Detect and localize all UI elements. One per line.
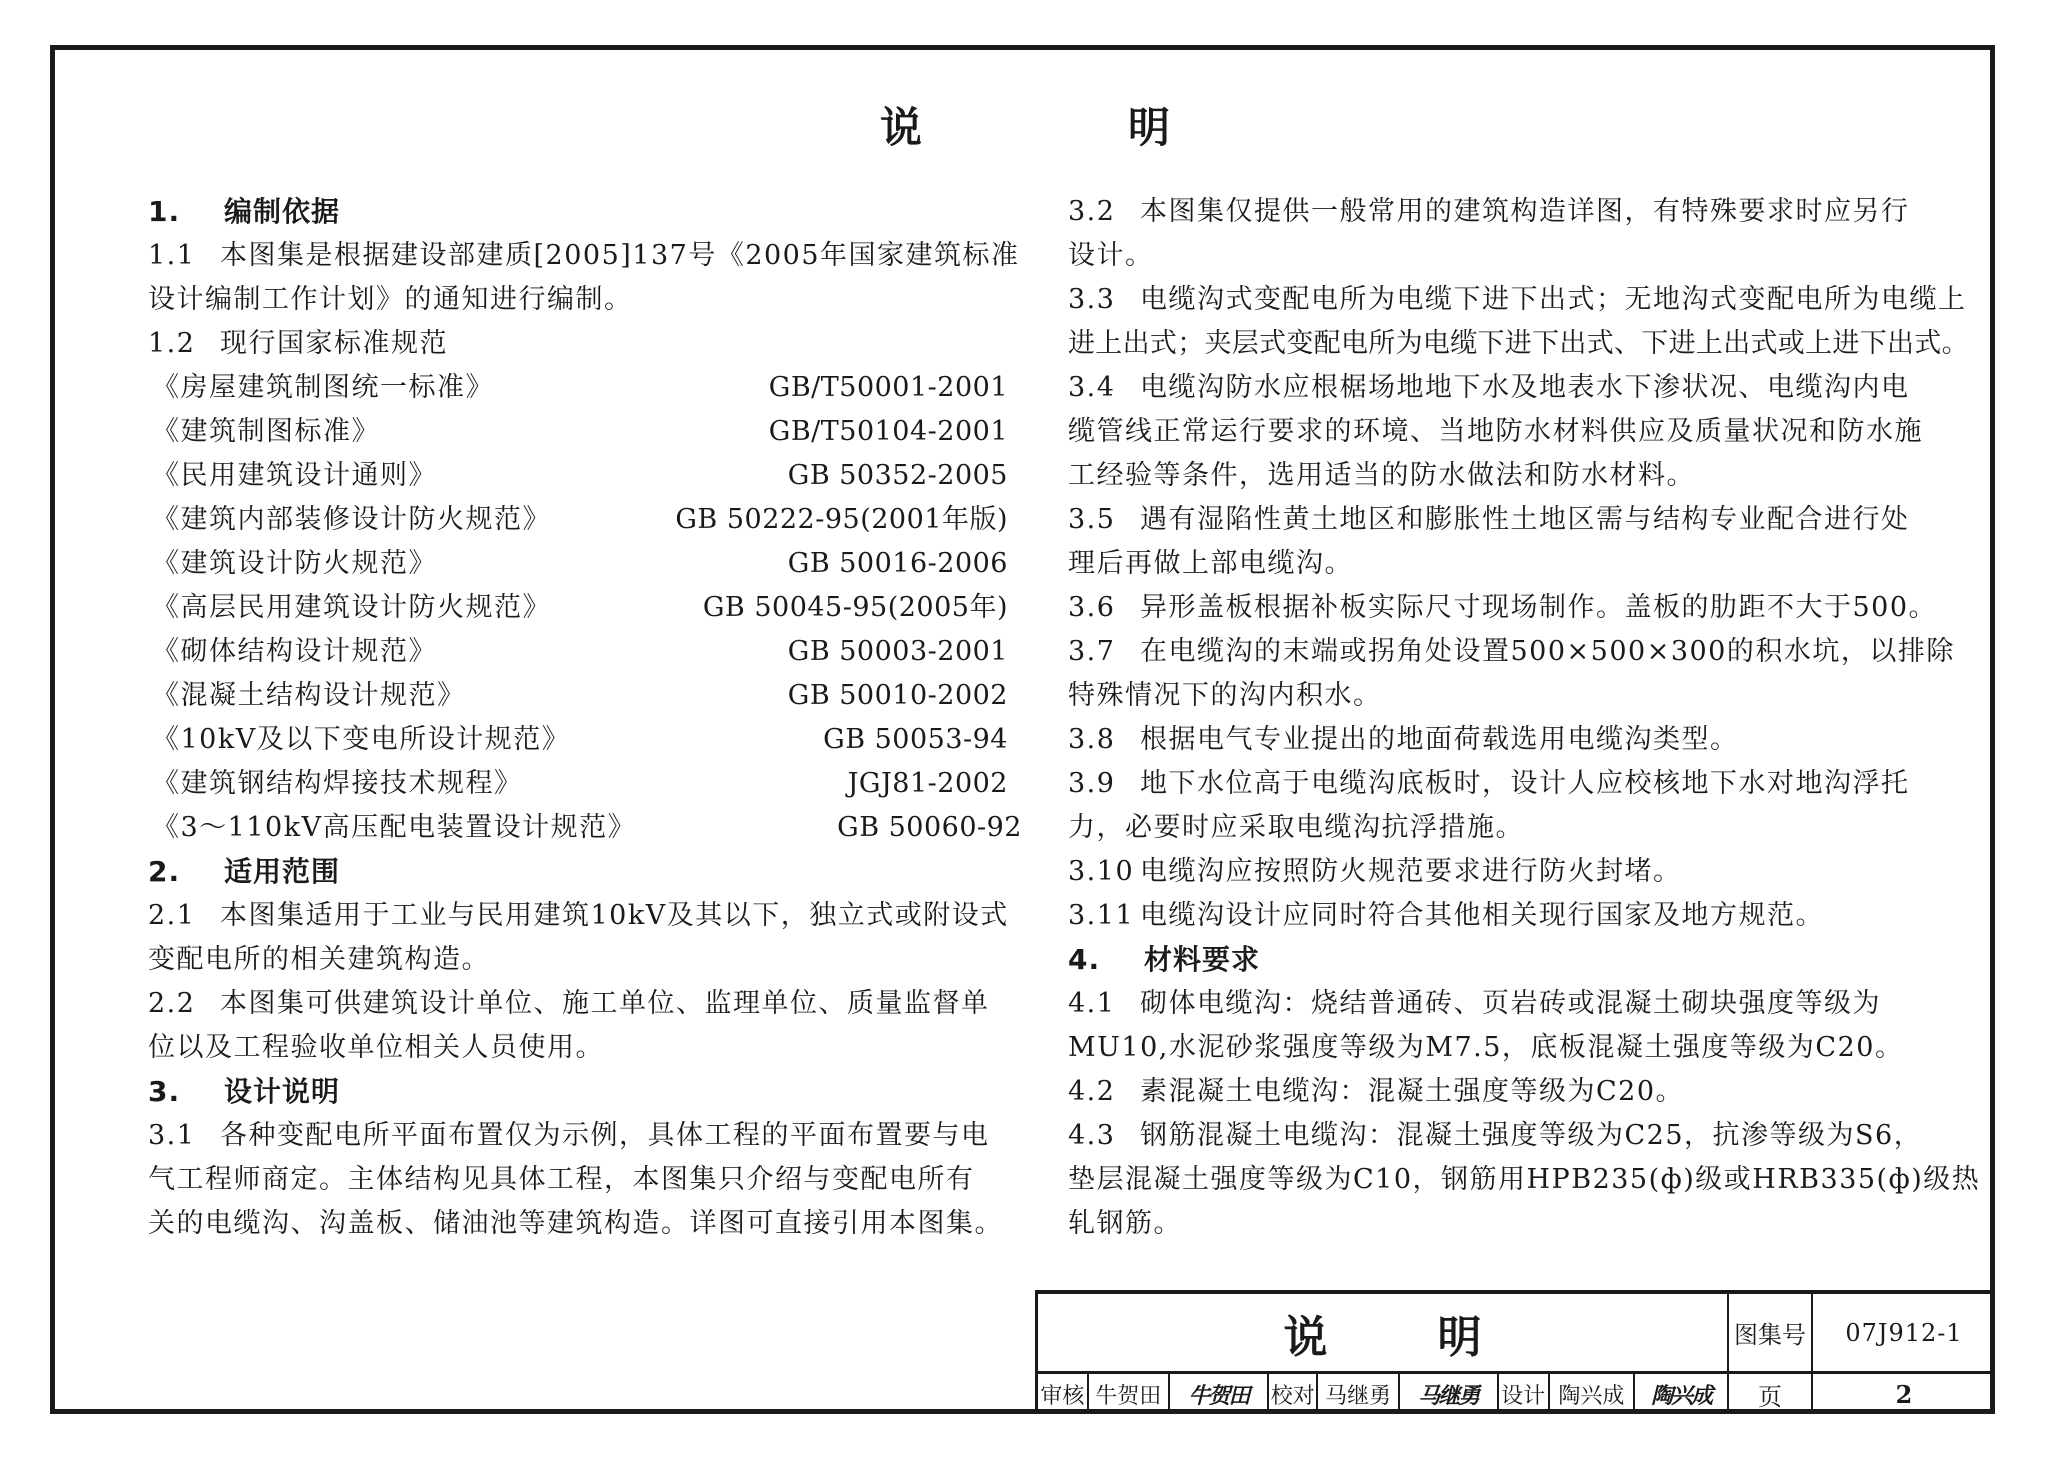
standard-item: 《高层民用建筑设计防火规范》 GB 50045-95(2005年) [152, 592, 1008, 623]
para-3-9-cont: 力，必要时应采取电缆沟抗浮措施。 [1068, 812, 1524, 843]
review-label: 审核 [1038, 1374, 1089, 1414]
standard-item: 《民用建筑设计通则》 GB 50352-2005 [152, 460, 1008, 491]
para-4-3-cont: 轧钢筋。 [1068, 1208, 1182, 1239]
para-2-2-cont: 位以及工程验收单位相关人员使用。 [148, 1032, 604, 1063]
standards-list [148, 366, 1022, 850]
para-4-2: 4.2 素混凝土电缆沟：混凝土强度等级为C20。 [1068, 1076, 1685, 1107]
para-3-9: 3.9 地下水位高于电缆沟底板时，设计人应校核地下水对地沟浮托 [1068, 768, 1910, 799]
standard-item: 《建筑内部装修设计防火规范》 GB 50222-95(2001年版) [152, 504, 1008, 535]
design-signature: 陶兴成 [1651, 1382, 1712, 1409]
section-3-heading: 3. 设计说明 [148, 1075, 341, 1108]
para-3-8: 3.8 根据电气专业提出的地面荷载选用电缆沟类型。 [1068, 724, 1739, 755]
para-2-1-cont: 变配电所的相关建筑构造。 [148, 944, 490, 975]
para-2-2: 2.2 本图集可供建筑设计单位、施工单位、监理单位、质量监督单 [148, 988, 990, 1019]
para-3-4-cont: 缆管线正常运行要求的环境、当地防水材料供应及质量状况和防水施 [1068, 416, 1923, 447]
section-1-heading: 1. 编制依据 [148, 195, 341, 228]
check-name: 马继勇 [1318, 1374, 1400, 1414]
standard-item: 《10kV及以下变电所设计规范》 GB 50053-94 [152, 724, 1008, 755]
para-3-2-cont: 设计。 [1068, 240, 1154, 271]
para-3-5: 3.5 遇有湿陷性黄土地区和膨胀性土地区需与结构专业配合进行处 [1068, 504, 1910, 535]
section-4-heading: 4. 材料要求 [1068, 943, 1261, 976]
section-2-heading: 2. 适用范围 [148, 855, 341, 888]
para-3-6: 3.6 异形盖板根据补板实际尺寸现场制作。盖板的肋距不大于500。 [1068, 592, 1938, 623]
check-signature: 马继勇 [1400, 1374, 1499, 1414]
design-label: 设计 [1499, 1374, 1550, 1414]
page-title-char-1: 说 [880, 103, 923, 152]
standard-item: 《3～110kV高压配电装置设计规范》 GB 50060-92 [152, 812, 1022, 843]
page-number: 2 [1895, 1379, 1913, 1409]
atlas-number-value: 07J912-1 [1813, 1294, 1995, 1374]
page-label: 页 [1729, 1374, 1813, 1414]
para-3-3: 3.3 电缆沟式变配电所为电缆下进下出式；无地沟式变配电所为电缆上 [1068, 284, 1967, 315]
design-name: 陶兴成 [1550, 1374, 1636, 1414]
check-label: 校对 [1269, 1374, 1318, 1414]
review-name: 牛贺田 [1089, 1374, 1170, 1414]
standard-item: 《建筑设计防火规范》 GB 50016-2006 [152, 548, 1008, 579]
para-3-2: 3.2 本图集仅提供一般常用的建筑构造详图，有特殊要求时应另行 [1068, 196, 1910, 227]
para-3-1: 3.1 各种变配电所平面布置仅为示例，具体工程的平面布置要与电 [148, 1120, 990, 1151]
para-3-4-cont: 工经验等条件，选用适当的防水做法和防水材料。 [1068, 460, 1695, 491]
standard-item: 《建筑制图标准》 GB/T50104-2001 [152, 416, 1008, 447]
title-block [1035, 1290, 1995, 1414]
para-1-1: 1.1 本图集是根据建设部建质[2005]137号《2005年国家建筑标准 [148, 240, 1020, 271]
para-4-3-cont: 垫层混凝土强度等级为C10，钢筋用HPB235(ф)级或HRB335(ф)级热 [1068, 1164, 1981, 1195]
page-title [880, 100, 1170, 150]
para-3-1-cont: 气工程师商定。主体结构见具体工程，本图集只介绍与变配电所有 [148, 1164, 975, 1195]
left-column [148, 190, 1022, 1246]
para-3-3-cont: 进上出式；夹层式变配电所为电缆下进下出式、下进上出式或上进下出式。 [1068, 328, 1969, 359]
page-title-char-2: 明 [1127, 103, 1170, 152]
review-signature: 牛贺田 [1170, 1374, 1270, 1414]
standard-item: 《房屋建筑制图统一标准》 GB/T50001-2001 [152, 372, 1008, 403]
para-3-7-cont: 特殊情况下的沟内积水。 [1068, 680, 1382, 711]
drawing-name: 说 明 [1038, 1294, 1729, 1374]
para-2-1: 2.1 本图集适用于工业与民用建筑10kV及其以下，独立式或附设式 [148, 900, 1009, 931]
para-3-11: 3.11 电缆沟设计应同时符合其他相关现行国家及地方规范。 [1068, 900, 1824, 931]
para-3-10: 3.10 电缆沟应按照防火规范要求进行防火封堵。 [1068, 856, 1682, 887]
para-1-1-cont: 设计编制工作计划》的通知进行编制。 [148, 284, 633, 315]
para-3-1-cont: 关的电缆沟、沟盖板、储油池等建筑构造。详图可直接引用本图集。 [148, 1208, 1003, 1239]
para-3-5-cont: 理后再做上部电缆沟。 [1068, 548, 1353, 579]
right-column [1068, 190, 1981, 1246]
standard-item: 《砌体结构设计规范》 GB 50003-2001 [152, 636, 1008, 667]
para-3-7: 3.7 在电缆沟的末端或拐角处设置500×500×300的积水坑，以排除 [1068, 636, 1955, 667]
para-4-3: 4.3 钢筋混凝土电缆沟：混凝土强度等级为C25，抗渗等级为S6， [1068, 1120, 1923, 1151]
approval-row [1038, 1374, 1729, 1414]
atlas-number-label: 图集号 [1729, 1294, 1813, 1374]
para-1-2: 1.2 现行国家标准规范 [148, 328, 448, 359]
standard-item: 《混凝土结构设计规范》 GB 50010-2002 [152, 680, 1008, 711]
para-4-1-cont: MU10,水泥砂浆强度等级为M7.5，底板混凝土强度等级为C20。 [1068, 1032, 1904, 1063]
para-4-1: 4.1 砌体电缆沟：烧结普通砖、页岩砖或混凝土砌块强度等级为 [1068, 988, 1881, 1019]
standard-item: 《建筑钢结构焊接技术规程》 JGJ81-2002 [152, 768, 1008, 799]
para-3-4: 3.4 电缆沟防水应根椐场地地下水及地表水下渗状况、电缆沟内电 [1068, 372, 1910, 403]
